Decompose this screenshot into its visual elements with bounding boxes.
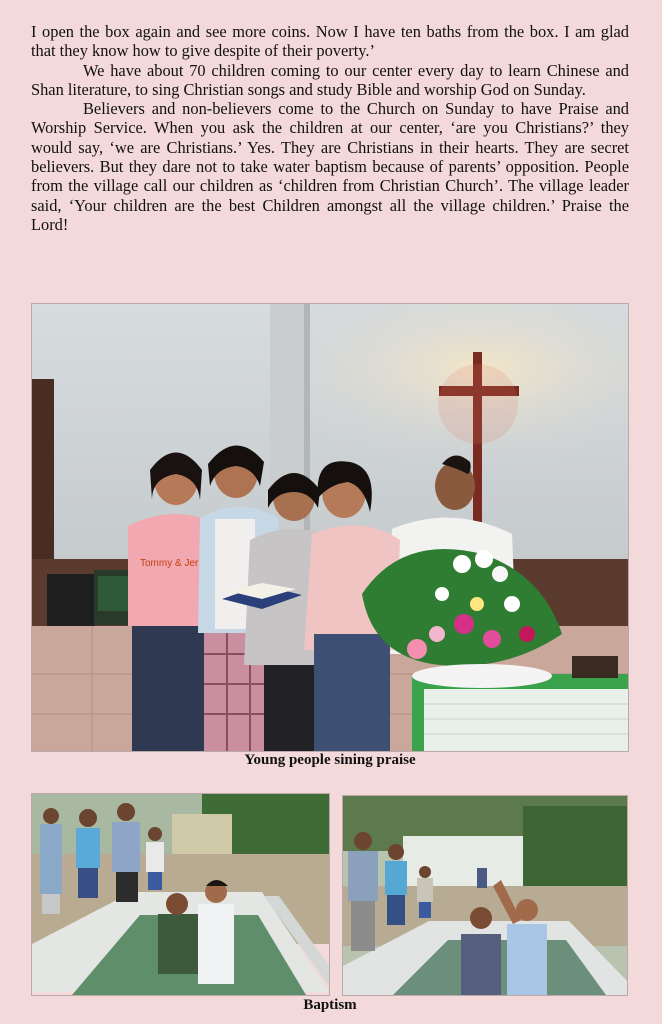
main-photo-caption: Young people sining praise [244,752,416,768]
photo-baptism-1 [31,793,330,996]
photo-young-people-singing-image [32,304,628,751]
article-text [31,22,629,234]
photo-baptism-2 [342,795,628,996]
baptism-caption: Baptism [303,997,357,1013]
photo-baptism-1-image [32,794,329,995]
photo-young-people-singing [31,303,629,752]
photo-baptism-2-image [343,796,627,995]
paragraph-1: I open the box again and see more coins. Now I have ten baths from the box. I am glad that they know how to give despite of their poverty.’ [31,22,629,61]
paragraph-3: Believers and non-believers come to the Church on Sunday to have Praise and Worship Service. When you ask the children at our center, ‘are you Christians?’ they would say, ‘we are Christians.’ Yes. They are Christians in their hearts. They are secret believers. But they dare not to take water baptism because of parents’ opposition. People from the village call our children as ‘children from Christian Church’. The village leader said, ‘Your children are the best Children amongst all the village children.’ Praise the Lord! [31,99,629,234]
paragraph-2: We have about 70 children coming to our center every day to learn Chinese and Shan literature, to sing Christian songs and study Bible and worship God on Sunday. [31,60,629,99]
shirt-print-text: Tommy & Jer [140,558,199,569]
